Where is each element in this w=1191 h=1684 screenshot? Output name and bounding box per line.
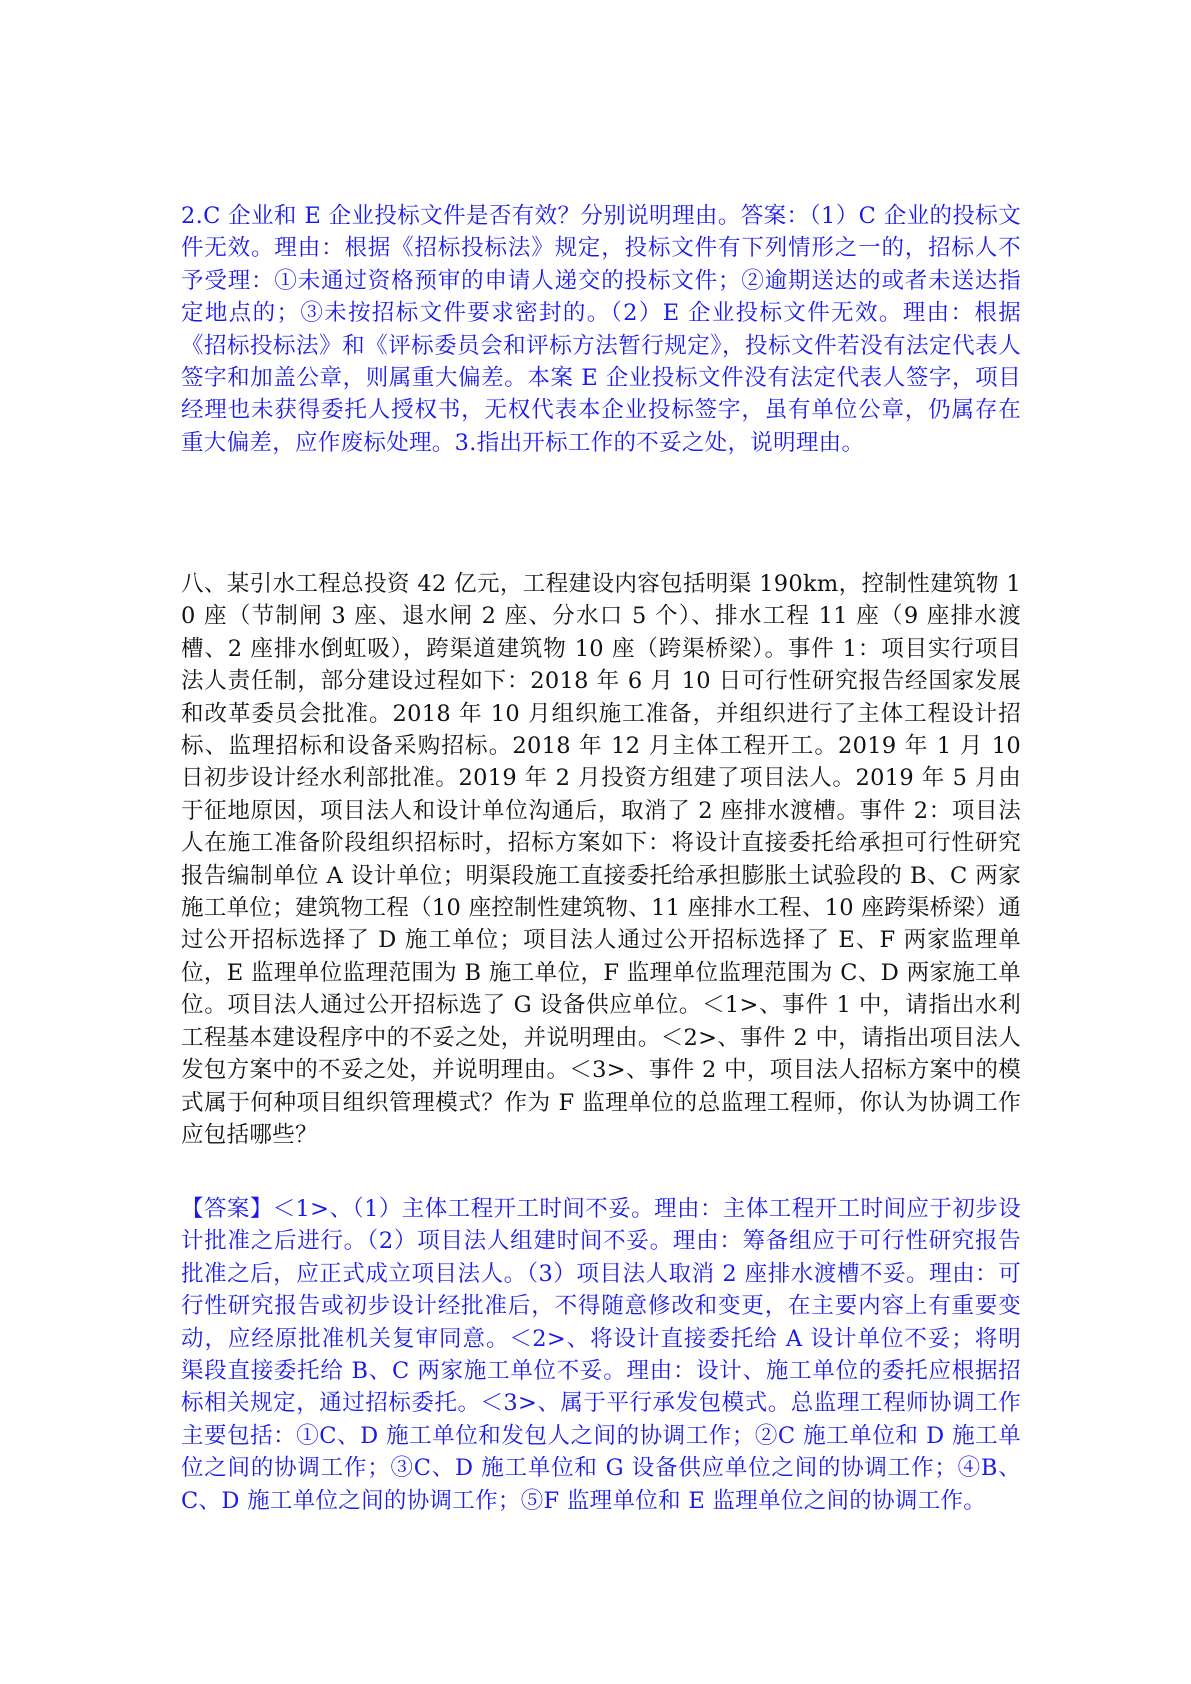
- question-8-paragraph: 八、某引水工程总投资 42 亿元，工程建设内容包括明渠 190km，控制性建筑物 10 座（节制闸 3 座、退水闸 2 座、分水口 5 个）、排水工程 11 座（9 座排水渡槽、2 座排水倒虹吸），跨渠道建筑物 10 座（跨渠桥梁）。事件 1：项目实行项目法人责任制，部分建设过程如下：2018 年 6 月 10 日可行性研究报告经国家发展和改革委员会批准。2018 年 10 月组织施工准备，并组织进行了主体工程设计招标、监理招标和设备采购招标。2018 年 12 月主体工程开工。2019 年 1 月 10 日初步设计经水利部批准。2019 年 2 月投资方组建了项目法人。2019 年 5 月由于征地原因，项目法人和设计单位沟通后，取消了 2 座排水渡槽。事件 2：项目法人在施工准备阶段组织招标时，招标方案如下：将设计直接委托给承担可行性研究报告编制单位 A 设计单位；明渠段施工直接委托给承担膨胀土试验段的 B、C 两家施工单位；建筑物工程（10 座控制性建筑物、11 座排水工程、10 座跨渠桥梁）通过公开招标选择了 D 施工单位；项目法人通过公开招标选择了 E、F 两家监理单位，E 监理单位监理范围为 B 施工单位，F 监理单位监理范围为 C、D 两家施工单位。项目法人通过公开招标选了 G 设备供应单位。＜1>、事件 1 中，请指出水利工程基本建设程序中的不妥之处，并说明理由。＜2>、事件 2 中，请指出项目法人发包方案中的不妥之处，并说明理由。＜3>、事件 2 中，项目法人招标方案中的模式属于何种项目组织管理模式？作为 F 监理单位的总监理工程师，你认为协调工作应包括哪些？: [181, 571, 1021, 1148]
- answer-question-8-paragraph: 【答案】＜1>、（1）主体工程开工时间不妥。理由：主体工程开工时间应于初步设计批准之后进行。（2）项目法人组建时间不妥。理由：筹备组应于可行性研究报告批准之后，应正式成立项目法人。（3）项目法人取消 2 座排水渡槽不妥。理由：可行性研究报告或初步设计经批准后，不得随意修改和变更，在主要内容上有重要变动，应经原批准机关复审同意。＜2>、将设计直接委托给 A 设计单位不妥；将明渠段直接委托给 B、C 两家施工单位不妥。理由：设计、施工单位的委托应根据招标相关规定，通过招标委托。＜3>、属于平行承发包模式。总监理工程师协调工作主要包括：①C、D 施工单位和发包人之间的协调工作；②C 施工单位和 D 施工单位之间的协调工作；③C、D 施工单位和 G 设备供应单位之间的协调工作；④B、C、D 施工单位之间的协调工作；⑤F 监理单位和 E 监理单位之间的协调工作。: [181, 1196, 1021, 1514]
- answer-question-2-paragraph: 2.C 企业和 E 企业投标文件是否有效？分别说明理由。答案：（1）C 企业的投标文件无效。理由：根据《招标投标法》规定，投标文件有下列情形之一的，招标人不予受理：①未通过资格预审的申请人递交的投标文件；②逾期送达的或者未送达指定地点的；③未按招标文件要求密封的。（2）E 企业投标文件无效。理由：根据《招标投标法》和《评标委员会和评标方法暂行规定》，投标文件若没有法定代表人签字和加盖公章，则属重大偏差。本案 E 企业投标文件没有法定代表人签字，项目经理也未获得委托人授权书，无权代表本企业投标签字，虽有单位公章，仍属存在重大偏差，应作废标处理。3.指出开标工作的不妥之处，说明理由。: [181, 203, 1021, 456]
